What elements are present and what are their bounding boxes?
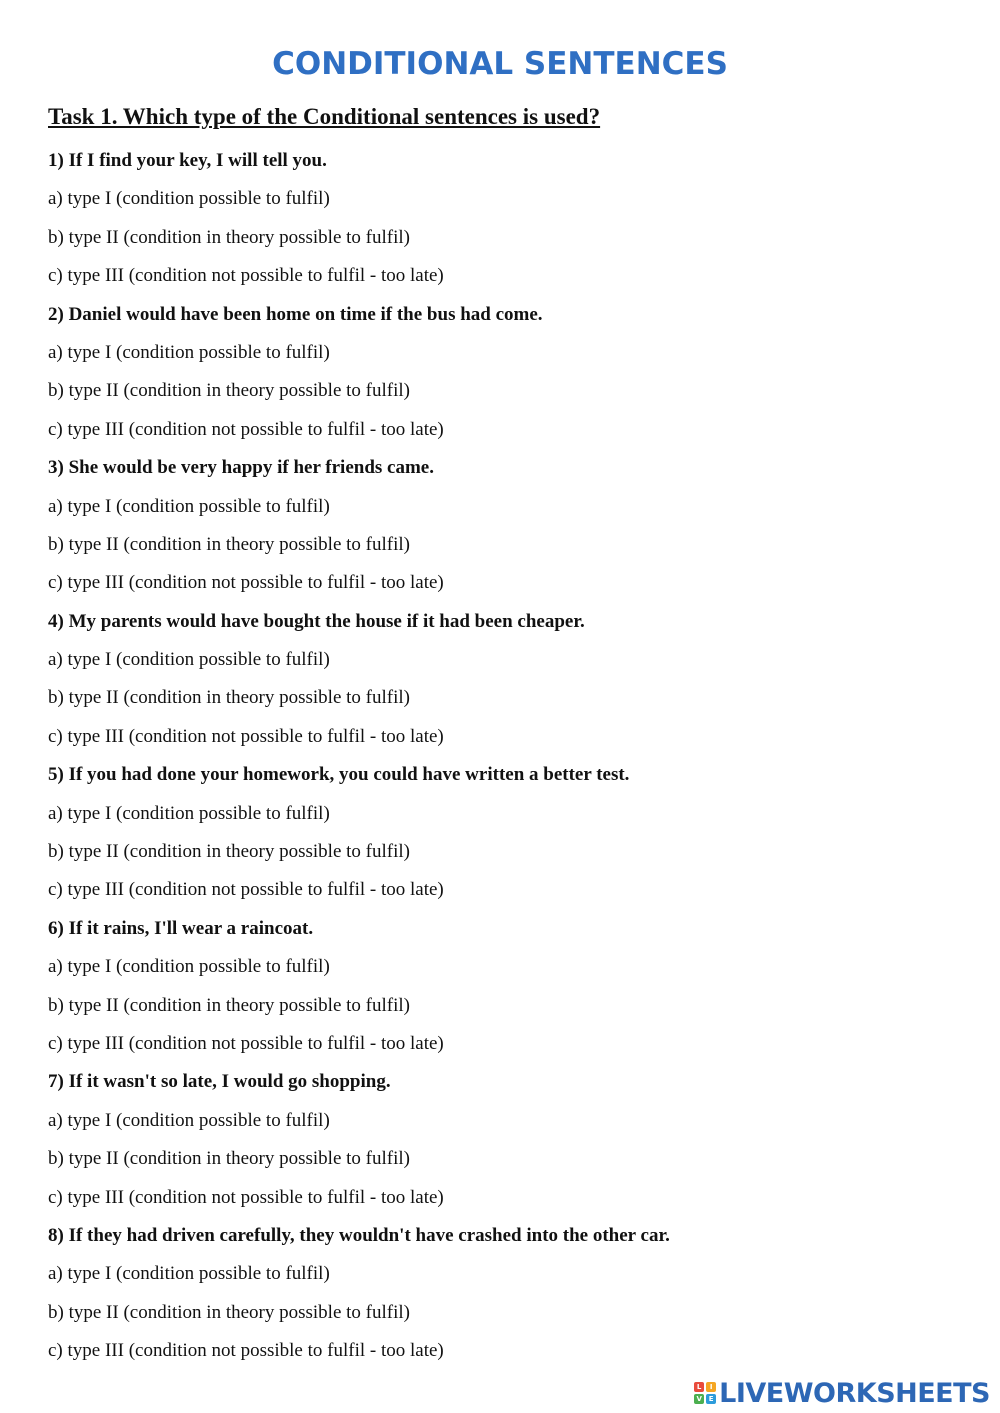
answer-option-b[interactable]: b) type II (condition in theory possible to fulfil) [48,1301,410,1323]
answer-option-b[interactable]: b) type II (condition in theory possible to fulfil) [48,841,410,863]
answer-option-b[interactable]: b) type II (condition in theory possible to fulfil) [48,1148,410,1170]
answer-option-b[interactable]: b) type II (condition in theory possible to fulfil) [48,226,410,248]
answer-option-c[interactable]: c) type III (condition not possible to fulfil - too late) [48,572,444,594]
answer-option-a[interactable]: a) type I (condition possible to fulfil) [48,495,330,517]
answer-option-a[interactable]: a) type I (condition possible to fulfil) [48,802,330,824]
question-list [48,146,968,1375]
logo-letter-v: V [694,1394,704,1404]
answer-option-a[interactable]: a) type I (condition possible to fulfil) [48,1109,330,1131]
answer-option-a[interactable]: a) type I (condition possible to fulfil) [48,1263,330,1285]
answer-option-b[interactable]: b) type II (condition in theory possible to fulfil) [48,380,410,402]
question-stem: 6) If it rains, I'll wear a raincoat. [48,917,314,939]
answer-option-c[interactable]: c) type III (condition not possible to fulfil - too late) [48,1186,444,1208]
answer-option-a[interactable]: a) type I (condition possible to fulfil) [48,649,330,671]
answer-option-a[interactable]: a) type I (condition possible to fulfil) [48,341,330,363]
answer-option-c[interactable]: c) type III (condition not possible to fulfil - too late) [48,1340,444,1362]
answer-option-b[interactable]: b) type II (condition in theory possible to fulfil) [48,994,410,1016]
page-title: CONDITIONAL SENTENCES [272,46,728,82]
question-stem: 5) If you had done your homework, you could have written a better test. [48,764,630,786]
question-stem: 8) If they had driven carefully, they wouldn't have crashed into the other car. [48,1224,670,1246]
answer-option-c[interactable]: c) type III (condition not possible to fulfil - too late) [48,418,444,440]
answer-option-c[interactable]: c) type III (condition not possible to fulfil - too late) [48,265,444,287]
question-stem: 3) She would be very happy if her friends came. [48,457,434,479]
task-heading: Task 1. Which type of the Conditional sentences is used? [48,104,601,129]
question-stem: 2) Daniel would have been home on time if the bus had come. [48,303,543,325]
question-stem: 1) If I find your key, I will tell you. [48,150,327,171]
logo-letter-l: L [694,1382,704,1392]
answer-option-b[interactable]: b) type II (condition in theory possible to fulfil) [48,687,410,709]
answer-option-c[interactable]: c) type III (condition not possible to fulfil - too late) [48,1032,444,1054]
logo-grid-icon [694,1382,716,1404]
answer-option-b[interactable]: b) type II (condition in theory possible to fulfil) [48,533,410,555]
answer-option-c[interactable]: c) type III (condition not possible to fulfil - too late) [48,725,444,747]
answer-option-a[interactable]: a) type I (condition possible to fulfil) [48,188,330,210]
logo-text: LIVEWORKSHEETS [719,1377,990,1409]
logo-letter-i: I [706,1382,716,1392]
answer-option-c[interactable]: c) type III (condition not possible to fulfil - too late) [48,879,444,901]
answer-option-a[interactable]: a) type I (condition possible to fulfil) [48,956,330,978]
question-stem: 4) My parents would have bought the house if it had been cheaper. [48,610,585,632]
liveworksheets-logo [694,1375,990,1411]
logo-letter-e: E [706,1394,716,1404]
question-stem: 7) If it wasn't so late, I would go shopping. [48,1071,391,1093]
